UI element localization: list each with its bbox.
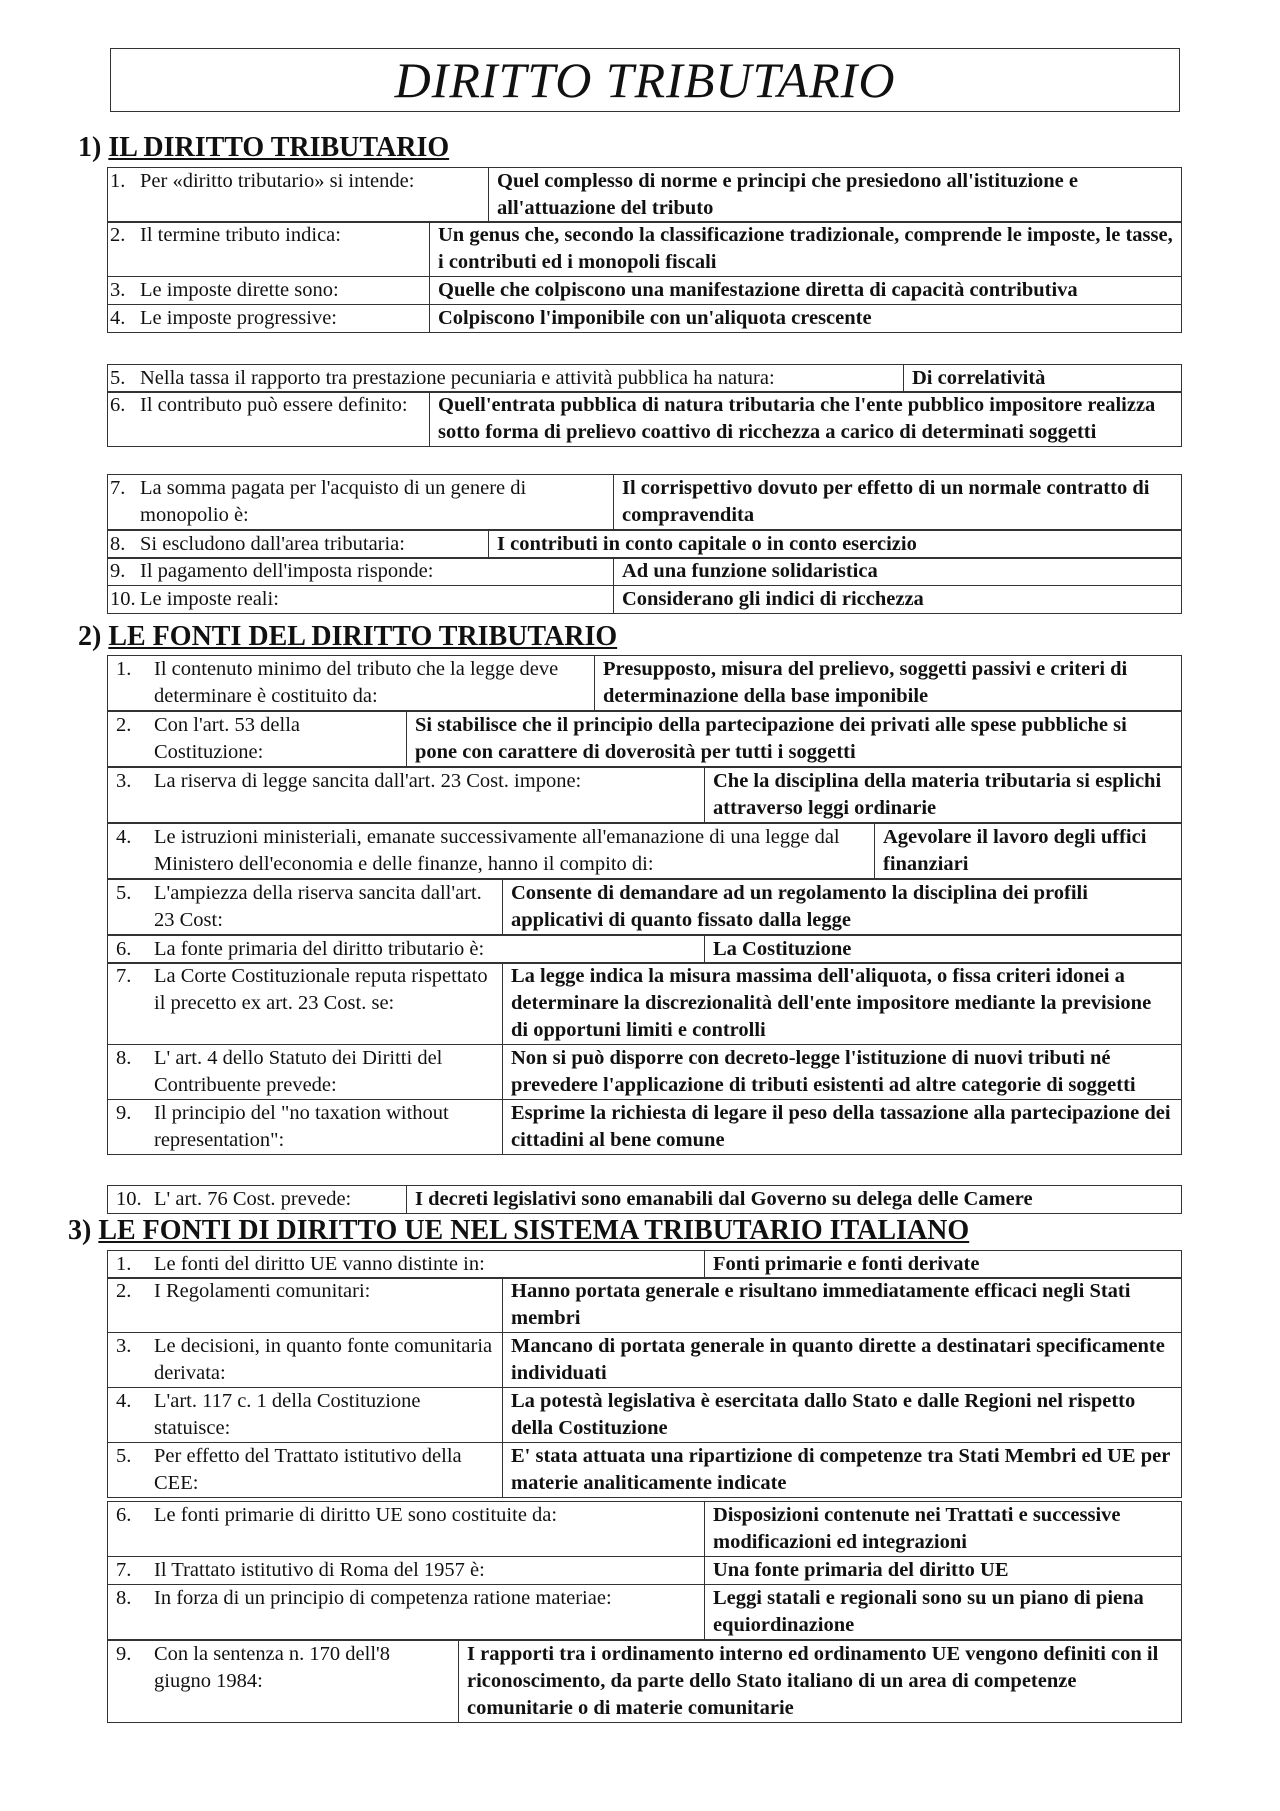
table-row: 9. Il principio del "no taxation without representation": Esprime la richiesta di legare il peso della tassazione alla partecipazione dei cittadini al bene comune (108, 1100, 1182, 1155)
section-1-table-g (107, 557, 1182, 614)
table-row: 8. L' art. 4 dello Statuto dei Diritti del Contribuente prevede: Non si può disporre con decreto-legge l'istituzione di nuovi tributi né prevedere l'applicazione di tributi esistenti ad altre categorie di soggetti (108, 1045, 1182, 1100)
table-row: 3. La riserva di legge sancita dall'art. 23 Cost. impone: Che la disciplina della materia tributaria si esplichi attraverso leggi ordinarie (108, 768, 1182, 823)
section-2-table-g (107, 962, 1182, 1155)
table-row: 3. Le decisioni, in quanto fonte comunitaria derivata: Mancano di portata generale in quanto dirette a destinatari specificamente individuati (108, 1333, 1182, 1388)
section-2-table (107, 655, 1182, 711)
section-heading: 3) LE FONTI DI DIRITTO UE NEL SISTEMA TRIBUTARIO ITALIANO (68, 1215, 970, 1246)
table-row: 6. La fonte primaria del diritto tributario è: La Costituzione (108, 936, 1182, 964)
table-row: 1. Il contenuto minimo del tributo che la legge deve determinare è costituito da: Presupposto, misura del prelievo, soggetti passivi e criteri di determinazione della base imponibile (108, 656, 1182, 711)
section-2-table-b (107, 711, 1182, 767)
section-2-table-c (107, 767, 1182, 823)
section-2-table-e (107, 879, 1182, 935)
page-title: DIRITTO TRIBUTARIO (394, 52, 896, 108)
section-heading: 1) IL DIRITTO TRIBUTARIO (78, 132, 450, 163)
table-row: 2. Con l'art. 53 della Costituzione: Si stabilisce che il principio della partecipazione dei privati alle spese pubbliche si pone con carattere di doverosità per tutti i soggetti (108, 712, 1182, 767)
table-row: 4. L'art. 117 c. 1 della Costituzione statuisce: La potestà legislativa è esercitata dallo Stato e dalle Regioni nel rispetto della Costituzione (108, 1388, 1182, 1443)
table-row: 4. Le imposte progressive: Colpiscono l'imponibile con un'aliquota crescente (108, 305, 1182, 333)
section-3-table (107, 1250, 1182, 1279)
section-3-table-d (107, 1640, 1182, 1723)
table-row: 7. La Corte Costituzionale reputa rispettato il precetto ex art. 23 Cost. se: La legge indica la misura massima dell'aliquota, o fissa criteri idonei a determinare la discrezionalità dell'ente impositore mediante la previsione di opportuni limiti e controlli (108, 963, 1182, 1045)
table-row: 3. Le imposte dirette sono: Quelle che colpiscono una manifestazione diretta di capacità contributiva (108, 277, 1182, 305)
section-3-table-c (107, 1501, 1182, 1640)
section-2-table-d (107, 823, 1182, 879)
section-3-table-b (107, 1277, 1182, 1498)
table-row: 7. Il Trattato istitutivo di Roma del 1957 è: Una fonte primaria del diritto UE (108, 1557, 1182, 1585)
section-1 (78, 133, 449, 163)
section-1-table-f (107, 530, 1182, 559)
section-1-table-e (107, 474, 1182, 530)
section-heading: 2) LE FONTI DEL DIRITTO TRIBUTARIO (78, 621, 618, 652)
table-row: 5. Per effetto del Trattato istitutivo della CEE: E' stata attuata una ripartizione di competenze tra Stati Membri ed UE per materie analiticamente indicate (108, 1443, 1182, 1498)
section-1-table-d (107, 391, 1182, 447)
table-row: 5. Nella tassa il rapporto tra prestazione pecuniaria e attività pubblica ha natura: Di correlatività (108, 365, 1182, 393)
table-row: 2. Il termine tributo indica: Un genus che, secondo la classificazione tradizionale, comprende le imposte, le tasse, i contributi ed i monopoli fiscali (108, 222, 1182, 277)
section-2 (78, 622, 617, 652)
table-row: 2. I Regolamenti comunitari: Hanno portata generale e risultano immediatamente efficaci negli Stati membri (108, 1278, 1182, 1333)
table-row: 8. Si escludono dall'area tributaria: I contributi in conto capitale o in conto esercizio (108, 531, 1182, 559)
section-3 (68, 1216, 969, 1246)
table-row: 4. Le istruzioni ministeriali, emanate successivamente all'emanazione di una legge dal Ministero dell'economia e delle finanze, hanno il compito di: Agevolare il lavoro degli uffici finanziari (108, 824, 1182, 879)
table-row: 10. L' art. 76 Cost. prevede: I decreti legislativi sono emanabili dal Governo su delega delle Camere (108, 1186, 1182, 1214)
table-row: 5. L'ampiezza della riserva sancita dall'art. 23 Cost: Consente di demandare ad un regolamento la disciplina dei profili applicativi di quanto fissato dalla legge (108, 880, 1182, 935)
table-row: 8. In forza di un principio di competenza ratione materiae: Leggi statali e regionali sono su un piano di piena equiordinazione (108, 1585, 1182, 1640)
table-row: 6. Le fonti primarie di diritto UE sono costituite da: Disposizioni contenute nei Trattati e successive modificazioni ed integrazioni (108, 1502, 1182, 1557)
section-2-table-f (107, 935, 1182, 964)
section-1-table-b (107, 221, 1182, 333)
table-row: 10. Le imposte reali: Considerano gli indici di ricchezza (108, 586, 1182, 614)
table-row: 1. Le fonti del diritto UE vanno distinte in: Fonti primarie e fonti derivate (108, 1251, 1182, 1279)
table-row: 1. Per «diritto tributario» si intende: Quel complesso di norme e principi che presiedono all'istituzione e all'attuazione del tributo (108, 168, 1182, 223)
table-row: 6. Il contributo può essere definito: Quell'entrata pubblica di natura tributaria che l'ente pubblico impositore realizza sotto forma di prelievo coattivo di ricchezza a carico di determinati soggetti (108, 392, 1182, 447)
table-row: 9. Il pagamento dell'imposta risponde: Ad una funzione solidaristica (108, 558, 1182, 586)
table-row: 7. La somma pagata per l'acquisto di un genere di monopolio è: Il corrispettivo dovuto per effetto di un normale contratto di compravendita (108, 475, 1182, 530)
section-1-table-c (107, 364, 1182, 393)
page-title-box (110, 48, 1180, 112)
table-row: 9. Con la sentenza n. 170 dell'8 giugno 1984: I rapporti tra i ordinamento interno ed ordinamento UE vengono definiti con il riconoscimento, da parte dello Stato italiano di un area di competenze comunitarie o di materie comunitarie (108, 1641, 1182, 1723)
section-2-table-h (107, 1185, 1182, 1214)
section-1-table (107, 167, 1182, 223)
